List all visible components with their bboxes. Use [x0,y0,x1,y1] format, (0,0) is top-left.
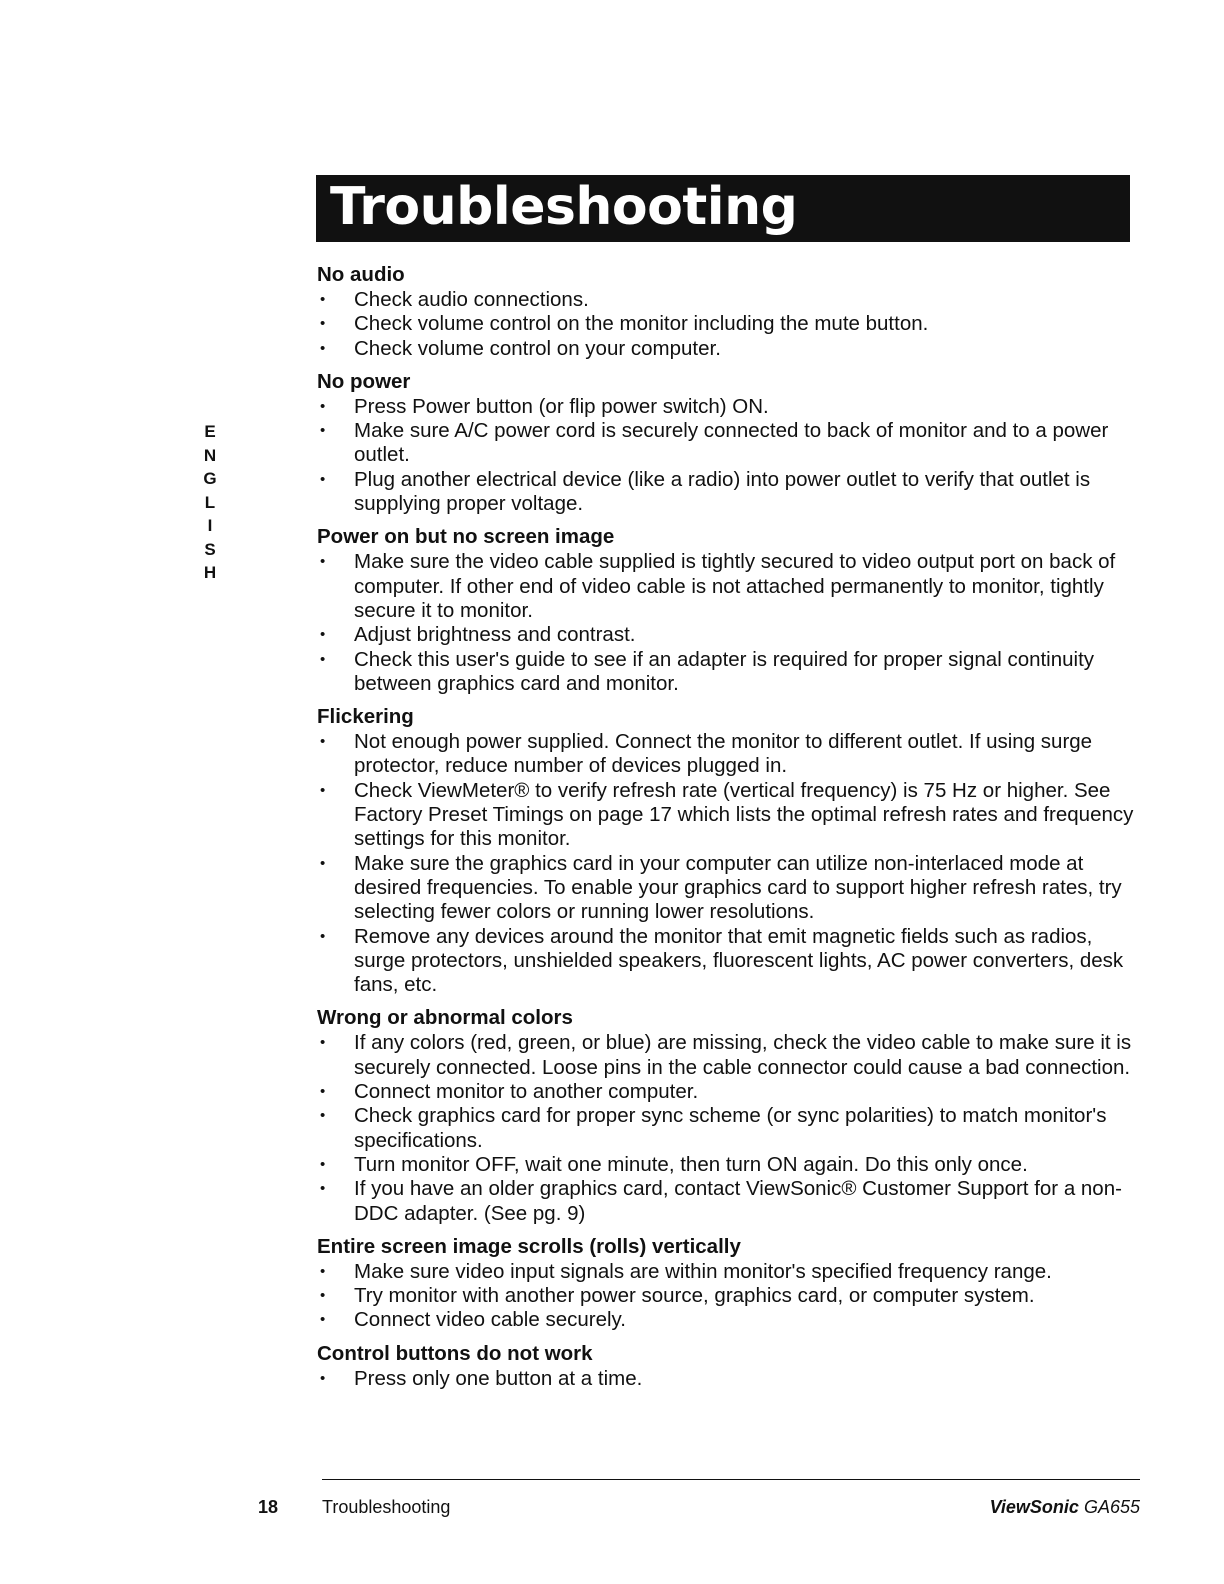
item-list [317,730,1147,997]
list-item: • Press Power button (or flip power switch) ON. [317,395,1147,419]
item-list [317,288,1147,361]
section-heading: Entire screen image scrolls (rolls) vertically [317,1234,741,1258]
list-item: • Check this user's guide to see if an adapter is required for proper signal continuity between graphics card and monitor. [317,648,1147,697]
list-item: • Check volume control on the monitor including the mute button. [317,312,1147,336]
section-screen-scrolls [317,1234,1147,1333]
list-item: • Make sure A/C power cord is securely connected to back of monitor and to a power outlet. [317,419,1147,468]
list-item: • Check volume control on your computer. [317,337,1147,361]
page-title: Troubleshooting [330,177,798,237]
list-item: • Not enough power supplied. Connect the monitor to different outlet. If using surge protector, reduce number of devices plugged in. [317,730,1147,779]
list-item: • Make sure the video cable supplied is tightly secured to video output port on back of computer. If other end of video cable is not attached permanently to monitor, tightly secure it to monitor. [317,550,1147,623]
item-list [317,1031,1147,1225]
list-item: • Check audio connections. [317,288,1147,312]
list-item: • Connect monitor to another computer. [317,1080,1147,1104]
section-no-power [317,369,1147,516]
item-list [317,1367,1147,1391]
side-letter: G [203,469,217,488]
section-flickering [317,704,1147,997]
side-language-label [200,420,220,585]
section-control-buttons [317,1341,1147,1391]
section-heading: Power on but no screen image [317,525,615,549]
item-list [317,395,1147,516]
footer-section-name: Troubleshooting [322,1497,451,1517]
list-item: • Connect video cable securely. [317,1308,1147,1332]
footer-page-number: 18 [258,1497,279,1517]
side-letter: S [204,539,216,559]
item-list [317,1260,1147,1333]
section-no-screen-image [317,524,1147,696]
list-item: • Press only one button at a time. [317,1367,1147,1391]
footer-product-name [990,1497,1140,1518]
item-list [317,550,1147,696]
troubleshooting-content [317,262,1147,1399]
list-item: • Make sure the graphics card in your computer can utilize non-interlaced mode at desired frequencies. To enable your graphics card to support higher refresh rates, try selecting fewer colors or running lower resolutions. [317,852,1147,925]
side-letter: L [204,492,216,512]
side-letter: I [207,516,213,535]
list-item: • If any colors (red, green, or blue) are missing, check the video cable to make sure it is securely connected. Loose pins in the cable connector could cause a bad connection. [317,1031,1147,1080]
page-title-bar [316,175,1130,242]
section-wrong-colors [317,1005,1147,1225]
side-letter: N [203,445,217,465]
list-item: • Remove any devices around the monitor that emit magnetic fields such as radios, surge protectors, unshielded speakers, fluorescent lights, AC power converters, desk fans, etc. [317,925,1147,998]
list-item: • Turn monitor OFF, wait one minute, then turn ON again. Do this only once. [317,1153,1147,1177]
footer-model: GA655 [1083,1497,1140,1517]
list-item: • Adjust brightness and contrast. [317,623,1147,647]
side-letter: E [204,422,216,441]
section-no-audio [317,262,1147,361]
list-item: • Make sure video input signals are within monitor's specified frequency range. [317,1260,1147,1284]
section-heading: No audio [317,263,405,286]
list-item: • Check ViewMeter® to verify refresh rate (vertical frequency) is 75 Hz or higher. See Factory Preset Timings on page 17 which lists the optimal refresh rates and frequency settings for this monitor. [317,779,1147,852]
footer-divider [322,1479,1140,1480]
list-item: • Try monitor with another power source, graphics card, or computer system. [317,1284,1147,1308]
list-item: • Check graphics card for proper sync scheme (or sync polarities) to match monitor's specifications. [317,1104,1147,1153]
list-item: • If you have an older graphics card, contact ViewSonic® Customer Support for a non-DDC adapter. (See pg. 9) [317,1177,1147,1226]
footer-brand: ViewSonic [989,1497,1079,1517]
section-heading: Control buttons do not work [317,1341,593,1365]
list-item: • Plug another electrical device (like a radio) into power outlet to verify that outlet is supplying proper voltage. [317,468,1147,517]
section-heading: Wrong or abnormal colors [317,1006,573,1030]
side-letter: H [203,563,217,582]
section-heading: Flickering [317,705,414,729]
section-heading: No power [317,369,411,393]
